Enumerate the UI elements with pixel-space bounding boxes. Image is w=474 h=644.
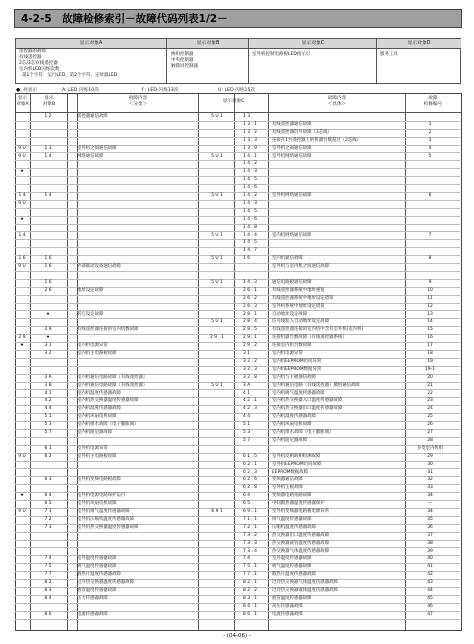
- cell-g: 中间散热器温度传感器保护: [272, 501, 325, 507]
- cell-b: 4 1: [44, 390, 52, 396]
- cell-g: 室外机之间通信故障: [272, 145, 312, 151]
- cell-f: 1 4 . 6: [243, 185, 257, 191]
- cell-g: 排气温度传感器故障: [272, 516, 312, 522]
- cell-h: 14: [427, 319, 433, 325]
- cell-h: 38: [427, 540, 433, 546]
- cell-d: 室内机主电路板故障: [77, 351, 117, 356]
- cell-h: 9: [428, 279, 432, 285]
- col-header-c: 显示对象C: [222, 99, 245, 104]
- cell-g: 液管温度传感器故障: [272, 595, 312, 601]
- cell-d: 室外机主电路板故障: [77, 453, 117, 459]
- cell-h: 34: [427, 509, 433, 514]
- cell-g: 室外机网络通信故障: [272, 153, 312, 159]
- cell-f: 6 2 . 3: [243, 469, 257, 475]
- cell-g: 压缩机温度传感器故障: [272, 524, 316, 530]
- cell-d: 地址设定故障: [77, 287, 104, 293]
- cell-g: 变频器电路短路故障: [272, 493, 312, 499]
- cell-d: 过冷热交换器温度传感器故障: [77, 580, 135, 586]
- cell-h: 23: [427, 398, 433, 404]
- cell-d: 吸气温度传感器故障: [77, 564, 117, 570]
- cell-h: 19-1: [425, 366, 435, 372]
- cell-a: 9 U: [18, 145, 26, 151]
- cell-b: 7 3: [44, 524, 52, 530]
- cell-f: 8 2 . 2: [243, 588, 257, 593]
- cell-h: 29: [427, 453, 433, 459]
- legend-f: ｆ: LED 闪烁13次: [140, 88, 179, 93]
- cell-f: 2 6 . 3: [243, 303, 257, 309]
- legend-lit: ●: 亮显示: [16, 88, 38, 93]
- cell-f: 1 4 . 4: [243, 232, 257, 238]
- cell-h: 3: [428, 137, 432, 143]
- cell-h: 11: [427, 295, 433, 301]
- cell-f: 1 3 . 3: [243, 137, 257, 143]
- cell-g: 室内机排水故障（电子膨胀阀）: [272, 430, 334, 435]
- section-title-bar: [14, 9, 462, 28]
- cell-g: 室外机与室内机之间通信故障: [272, 264, 330, 270]
- cell-e: 5 U 1: [211, 256, 223, 262]
- col-header-h: 故障 检修编号: [423, 96, 443, 107]
- cell-d: 室外机排气温度传感器故障: [77, 509, 130, 514]
- cell-d: 室外机电源异常: [77, 445, 108, 451]
- cell-h: 19: [427, 358, 433, 364]
- cell-f: 1 4 . 6: [243, 216, 257, 222]
- cell-g: 热交换器液管温度传感器故障: [272, 540, 330, 546]
- cell-h: 42: [427, 572, 433, 578]
- display-target-a-header: 显示对象A: [16, 39, 166, 49]
- cell-g: 室内机风扇电机故障: [272, 422, 312, 428]
- cell-h: 34: [427, 493, 433, 499]
- cell-g: 电流传感器故障: [272, 611, 303, 617]
- cell-b: 6 1: [44, 445, 52, 451]
- cell-f: 3 2 . 8: [243, 374, 257, 380]
- cell-f: 6 2 . 1: [243, 461, 257, 467]
- cell-b: 1 2: [44, 114, 52, 119]
- cell-g: 室内机与主板通信故障: [272, 374, 316, 380]
- cell-h: 41: [427, 564, 433, 570]
- col-header-a: 显示 对象A: [16, 96, 29, 107]
- cell-g: 室外机网络通信故障: [272, 193, 312, 198]
- cell-f: 2 8 . 5: [243, 327, 257, 333]
- cell-g: 室外机主板故障: [272, 485, 303, 491]
- section-title: 4-2-5 故障检修索引－故障代码列表1/2－: [21, 13, 228, 25]
- cell-h: 15: [427, 327, 433, 333]
- cell-e: 5 U 1: [211, 232, 223, 238]
- cell-b: ★: [46, 311, 50, 317]
- col-header-d: 故障内容 ＜分类＞: [128, 96, 148, 107]
- cell-h: 45: [427, 595, 433, 601]
- cell-h: 44: [427, 588, 433, 593]
- cell-h: 26: [427, 422, 433, 428]
- cell-g: 吸气温度传感器故障: [272, 564, 312, 570]
- cell-g: 室外机变频器电路板电源异常: [272, 509, 330, 514]
- cell-b: 1 3: [44, 145, 52, 151]
- cell-d: 室内机通信电路故障（有线遥控器）: [77, 374, 148, 380]
- cell-f: 7 1 . 1: [243, 516, 257, 522]
- display-target-b-header: 显示对象B: [166, 39, 249, 49]
- cell-h: 1: [428, 121, 432, 127]
- cell-a: 9 U: [18, 200, 26, 206]
- cell-h: 多变室内机组: [416, 445, 444, 451]
- cell-h: 22: [427, 390, 433, 396]
- cell-a: 9 U: [18, 453, 26, 459]
- cell-f: 2 9 . 1: [243, 335, 257, 341]
- display-target-d-lines: 服务工具: [380, 52, 398, 57]
- cell-b: 4 4: [44, 406, 52, 412]
- cell-b: 6 5: [44, 501, 52, 507]
- cell-h: 36: [427, 524, 433, 530]
- cell-h: 40: [427, 556, 433, 562]
- cell-b: 1 6: [44, 264, 52, 270]
- cell-f: 2 6 . 2: [243, 295, 257, 301]
- cell-h: 8: [428, 256, 432, 262]
- cell-h: 6: [428, 193, 432, 198]
- cell-g: 连接机器台数故障（有线遥控器系统）: [272, 335, 347, 341]
- cell-d: 室外机电源电路保护运行: [77, 493, 126, 499]
- cell-d: 有线遥控器连接的室内机数故障: [77, 327, 139, 333]
- cell-g: 室内机湿度传感器故障: [272, 414, 316, 420]
- cell-d: 散热片温度传感器故障: [77, 572, 121, 578]
- cell-f: 5 1: [243, 422, 250, 428]
- cell-b: 3 2: [44, 351, 52, 356]
- cell-h: 10: [427, 287, 433, 293]
- cell-g: 室内机通信故障: [272, 256, 303, 262]
- cell-h: 17: [427, 343, 433, 349]
- cell-g: 连接室内机台数故障: [272, 343, 312, 349]
- cell-f: 1 4 . 2: [243, 193, 257, 198]
- cell-f: 1 4 . 7: [243, 248, 257, 254]
- cell-f: 6 2 . 8: [243, 485, 257, 491]
- cell-h: 32: [427, 477, 433, 483]
- col-header-g: 故障内容 ＜具体＞: [327, 96, 347, 107]
- cell-f: 1 4 . 5: [243, 177, 257, 183]
- cell-f: 1 4 . 5: [243, 240, 257, 246]
- cell-g: 室内机热交换器出口温度传感器故障: [272, 406, 343, 412]
- cell-h: 13: [427, 311, 433, 317]
- cell-b: 1 6: [44, 256, 52, 262]
- cell-a: 9 U: [18, 509, 26, 514]
- cell-g: 热交换器出口温度传感器故障: [272, 532, 330, 538]
- cell-d: 室内机通信电路故障（有线遥控器）: [77, 382, 148, 388]
- cell-d: 室内机排水故障（电子膨胀阀）: [77, 422, 139, 428]
- cell-f: 6 5: [243, 501, 250, 507]
- cell-b: 7 1: [44, 509, 52, 514]
- cell-h: 33: [427, 485, 433, 491]
- cell-g: 有线遥控器通信故障: [272, 121, 312, 127]
- cell-f: 1 4 . 3: [243, 279, 257, 285]
- cell-b: 2 6: [44, 287, 52, 293]
- cell-d: 室内机温度传感器故障: [77, 390, 121, 396]
- display-target-box: 显示对象A 显示对象B 显示对象C 显示对象D 遥控器的故障 有线遥控器 2芯/3芯有线遥控器 室内机LED闪烁次数 第1个字符：运行LED、第2个字符、定时器LED 换组控制器 中央控制器 触摸屏控制器 室外机控制电路板LED指示灯 服务工具: [15, 38, 461, 84]
- cell-g: 有线遥控器连接的室内机中含有室外机(室内机): [272, 327, 364, 333]
- cell-h: 39: [427, 548, 433, 554]
- cell-d: 室内机热交换器温度传感器故障: [77, 398, 139, 404]
- cell-b: 6 4: [44, 493, 52, 499]
- cell-d: 液管温度传感器故障: [77, 588, 117, 593]
- cell-d: 其它设定故障: [77, 311, 104, 317]
- cell-f: 2 8 . 4: [243, 319, 257, 325]
- cell-a: ★: [20, 169, 24, 175]
- cell-g: 室内机网络通信故障: [272, 232, 312, 238]
- cell-f: 1 4 . 3: [243, 169, 257, 175]
- cell-f: 8 3 . 1: [243, 595, 257, 601]
- cell-f: 8 2 . 1: [243, 580, 257, 586]
- cell-f: 1 3: [243, 114, 250, 119]
- cell-e: 5 U 1: [211, 153, 223, 159]
- cell-a: 9 U: [18, 153, 26, 159]
- cell-b: ★: [46, 335, 50, 341]
- cell-g: 室内机热交换器入口温度传感器故障: [272, 398, 343, 404]
- cell-g: 自动地址设定故障: [272, 311, 308, 317]
- cell-f: 4 2 . 3: [243, 406, 257, 412]
- cell-g: 室内机EEPROM访问异常: [272, 358, 322, 364]
- cell-g: 变频器通信故障: [272, 477, 303, 483]
- cell-a: 2 9: [18, 335, 26, 341]
- cell-f: 4 4: [243, 414, 250, 420]
- cell-f: 1 3 . 1: [243, 121, 257, 127]
- legend-u: U: LED 闪烁15次: [218, 88, 256, 93]
- cell-h: 2: [428, 129, 432, 135]
- cell-h: 46: [427, 603, 433, 609]
- cell-f: 6 1 . 5: [243, 453, 257, 459]
- cell-b: 3 A: [44, 374, 52, 380]
- cell-h: 25: [427, 414, 433, 420]
- cell-f: 7 3 . 2: [243, 532, 257, 538]
- cell-f: 7 3 . 3: [243, 540, 257, 546]
- cell-b: 2 9: [44, 327, 52, 333]
- cell-f: 1 4 . 1: [243, 153, 257, 159]
- cell-f: 5 3: [243, 430, 250, 435]
- cell-f: 3 A: [243, 382, 251, 388]
- cell-h: 21: [427, 382, 433, 388]
- cell-g: 散热片温度传感器故障: [272, 572, 316, 578]
- cell-f: 1 4 . 3: [243, 200, 257, 206]
- cell-d: 压力传感器故障: [77, 595, 108, 601]
- cell-f: 1 3 . 2: [243, 129, 257, 135]
- cell-b: 7 7: [44, 572, 52, 578]
- cell-b: 3 1: [44, 343, 52, 349]
- cell-f: 6 9 . 1: [243, 509, 257, 514]
- cell-g: 室内机阻尼器故障: [272, 437, 308, 443]
- cell-b: 6 2: [44, 453, 52, 459]
- cell-a: 1 4: [18, 193, 26, 198]
- cell-d: 电流传感器故障: [77, 611, 108, 617]
- cell-f: 2 8 . 1: [243, 311, 257, 317]
- cell-h: 20: [427, 374, 433, 380]
- cell-g: 高压传感器故障: [272, 603, 303, 609]
- legend-a: A: LED 闪烁10次: [62, 88, 99, 93]
- display-target-c-lines: 室外机控制电路板LED指示灯: [252, 52, 311, 57]
- cell-b: 8 2: [44, 580, 52, 586]
- cell-f: 3 2 . 3: [243, 366, 257, 372]
- cell-b: 7 2: [44, 516, 52, 522]
- cell-e: 6 9 1: [211, 509, 223, 514]
- cell-h: 35: [427, 516, 433, 522]
- cell-b: 5 1: [44, 414, 52, 420]
- cell-f: 1 4 . 5: [243, 208, 257, 214]
- cell-f: 7 7 . 1: [243, 572, 257, 578]
- cell-e: 5 U 1: [211, 319, 223, 325]
- cell-b: 3 B: [44, 382, 52, 388]
- cell-g: 室内机EEPROM数据异常: [272, 366, 322, 372]
- cell-e: 5 U 1: [211, 193, 223, 198]
- cell-h: 4: [428, 145, 432, 151]
- cell-b: 8 4: [44, 595, 52, 601]
- cell-h: 31: [427, 469, 433, 475]
- cell-d: 室外机热交换器温度传感器故障: [77, 524, 139, 530]
- cell-f: 1 4 . 2: [243, 161, 257, 167]
- cell-h: 47: [427, 611, 433, 617]
- cell-g: 有线遥控器系统中地址重复: [272, 287, 325, 293]
- page-footer: - (04-06) -: [223, 633, 251, 639]
- cell-d: 遥控器通信故障: [77, 114, 108, 119]
- cell-h: 18: [427, 351, 433, 356]
- cell-g: 室外机反相缺相检测故障: [272, 453, 321, 459]
- cell-f: 4 1: [243, 390, 250, 396]
- cell-f: 2 6 . 1: [243, 287, 257, 293]
- cell-b: 1 4: [44, 193, 52, 198]
- cell-g: 室外温度传感器故障: [272, 556, 312, 562]
- cell-a: ★: [20, 216, 24, 222]
- cell-d: 室内机阻尼器故障: [77, 430, 113, 435]
- cell-f: 6 2 . 6: [243, 477, 257, 483]
- cell-d: 外部联动设备通信故障: [77, 264, 121, 270]
- cell-h: 37: [427, 532, 433, 538]
- cell-g: 室外机系统中地址设定错误: [272, 303, 325, 309]
- cell-h: 5: [428, 153, 432, 159]
- cell-d: 室外机风扇电机故障: [77, 501, 117, 507]
- cell-g: 室外机EEPROM访问故障: [272, 461, 322, 467]
- cell-f: 8 4 . 1: [243, 603, 257, 609]
- cell-h: 7: [428, 232, 432, 238]
- cell-f: 8 6 . 1: [243, 611, 257, 617]
- cell-h: 43: [427, 580, 433, 586]
- cell-f: 7 2 . 1: [243, 524, 257, 530]
- cell-f: 4 2 . 1: [243, 398, 257, 404]
- cell-b: 1 6: [44, 279, 52, 285]
- cell-a: ★: [20, 493, 24, 499]
- cell-g: 连接在1台遥控器上的机器台数超过（2芯线）: [272, 137, 362, 143]
- cell-g: 热交换器气体温度传感器故障: [272, 548, 330, 554]
- cell-g: 室内机电源异常: [272, 351, 303, 356]
- cell-b: 8 6: [44, 611, 52, 617]
- cell-f: 1 4 . 8: [243, 224, 257, 230]
- cell-a: 1 4: [18, 232, 26, 238]
- cell-b: 5 3: [44, 422, 52, 428]
- cell-g: 室内机吸气温度传感器故障: [272, 390, 325, 396]
- cell-f: 3 2 . 2: [243, 358, 257, 364]
- cell-g: 通信电路板通信故障: [272, 279, 312, 285]
- cell-h: 16: [427, 335, 433, 341]
- cell-h: 28: [427, 437, 433, 443]
- cell-d: 室外机之间通信故障: [77, 145, 117, 151]
- cell-a: ★: [20, 343, 24, 349]
- cell-f: 7 4: [243, 556, 250, 562]
- cell-f: 1 6: [243, 256, 250, 262]
- cell-h: 27: [427, 430, 433, 435]
- cell-f: 7 5 . 1: [243, 564, 257, 570]
- cell-h: 24: [427, 406, 433, 412]
- cell-f: 5 7: [243, 437, 250, 443]
- cell-d: 室内机湿度传感器故障: [77, 406, 121, 412]
- cell-b: 7 4: [44, 556, 52, 562]
- cell-d: 室内机电源异常: [77, 343, 108, 349]
- cell-g: 过冷热交换器液体温度传感器故障: [272, 588, 338, 593]
- cell-f: 7 3 . 4: [243, 548, 257, 554]
- cell-b: 7 5: [44, 564, 52, 570]
- cell-d: 室外机变频电路板故障: [77, 477, 121, 483]
- cell-d: 室外机压缩机温度传感器故障: [77, 516, 135, 522]
- cell-b: 1 4: [44, 153, 52, 159]
- cell-f: 2 9 . 2: [243, 343, 257, 349]
- cell-g: 过冷热交换器气体温度传感器故障: [272, 580, 338, 586]
- cell-a: 9 U: [18, 264, 26, 270]
- table-row: [15, 611, 460, 620]
- cell-d: 室内机风扇电机故障: [77, 414, 117, 420]
- cell-e: 5 U 1: [211, 279, 223, 285]
- display-target-c-header: 显示对象C: [248, 39, 377, 49]
- cell-g: EEPROM数据故障: [272, 469, 309, 475]
- col-header-b: 显示 对象B: [42, 96, 56, 107]
- cell-d: 网络通信故障: [77, 153, 104, 159]
- cell-g: 有线遥控器系统中地址设定错误: [272, 295, 334, 301]
- cell-e: 5 U 1: [211, 114, 223, 119]
- cell-h: —: [427, 501, 433, 507]
- cell-h: 30: [427, 461, 433, 467]
- cell-f: 6 4: [243, 493, 250, 499]
- cell-h: 12: [427, 303, 433, 309]
- cell-d: 室外温度传感器故障: [77, 556, 117, 562]
- cell-e: 2 9 . 1: [210, 335, 224, 341]
- cell-f: 3 1: [243, 351, 250, 356]
- cell-a: 1 6: [18, 256, 26, 262]
- cell-b: 4 2: [44, 398, 52, 404]
- cell-e: 5 U 1: [211, 382, 223, 388]
- cell-g: 有线遥控器信号故障（3芯线）: [272, 129, 332, 135]
- cell-b: 6 3: [44, 477, 52, 483]
- cell-g: 信号线复入自动地址设定故障: [272, 319, 330, 325]
- cell-b: 5 7: [44, 430, 52, 435]
- cell-g: 室内机通信电路（有线遥控器）微机通信故障: [272, 382, 360, 388]
- cell-b: 8 3: [44, 588, 52, 593]
- cell-f: 1 3 . 9: [243, 145, 257, 151]
- display-target-d-header: 显示对象D: [376, 39, 461, 49]
